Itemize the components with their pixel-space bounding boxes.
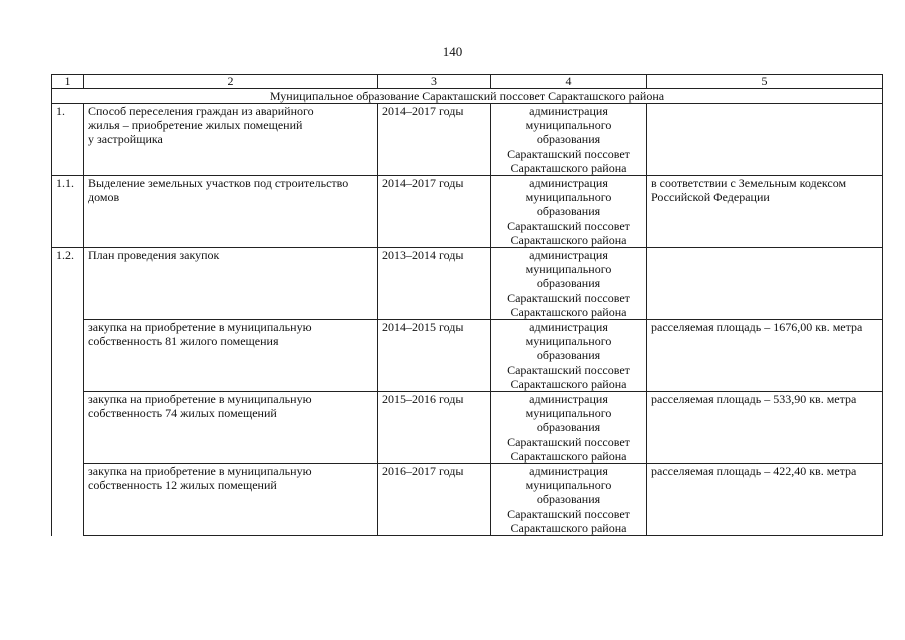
row-period: 2013–2014 годы <box>378 248 491 320</box>
row-note <box>647 104 883 176</box>
column-header-4: 4 <box>491 75 647 89</box>
row-note-text: расселяемая площадь – 533,90 кв. метра <box>651 392 857 407</box>
section-title: Муниципальное образование Саракташский поссовет Саракташского района <box>52 89 883 104</box>
table-row <box>52 176 883 248</box>
column-header-1: 1 <box>52 75 84 89</box>
table-row <box>52 248 883 320</box>
row-description-text: Выделение земельных участков под строительство домов <box>88 176 349 205</box>
row-number: 1.1. <box>52 176 84 248</box>
page-number: 140 <box>442 44 463 59</box>
column-header-3: 3 <box>378 75 491 89</box>
row-description-text: Способ переселения граждан из аварийного жилья – приобретение жилых помещений у застройщика <box>88 104 314 147</box>
row-responsible <box>491 320 647 392</box>
table-row <box>52 392 883 464</box>
row-responsible-text: администрация муниципального образования Саракташский поссовет Саракташского района <box>507 248 630 319</box>
header-row <box>52 75 883 89</box>
row-description <box>84 320 378 392</box>
row-responsible-text: администрация муниципального образования Саракташский поссовет Саракташского района <box>507 320 630 391</box>
table-row <box>52 464 883 536</box>
row-description <box>84 392 378 464</box>
row-responsible-text: администрация муниципального образования Саракташский поссовет Саракташского района <box>507 104 630 175</box>
column-header-5: 5 <box>647 75 883 89</box>
row-note <box>647 320 883 392</box>
row-note-text: расселяемая площадь – 422,40 кв. метра <box>651 464 857 479</box>
row-note-text: в соответствии с Земельным кодексом Российской Федерации <box>651 176 847 205</box>
row-period: 2015–2016 годы <box>378 392 491 464</box>
row-note <box>647 248 883 320</box>
row-description <box>84 248 378 320</box>
row-responsible <box>491 392 647 464</box>
row-note-text: расселяемая площадь – 1676,00 кв. метра <box>651 320 863 335</box>
row-period: 2014–2017 годы <box>378 104 491 176</box>
row-description <box>84 464 378 536</box>
section-row <box>52 89 883 104</box>
row-note <box>647 392 883 464</box>
row-responsible-text: администрация муниципального образования Саракташский поссовет Саракташского района <box>507 392 630 463</box>
row-description <box>84 176 378 248</box>
row-number: 1.2. <box>52 248 84 536</box>
row-description-text: План проведения закупок <box>88 248 220 263</box>
table-row <box>52 320 883 392</box>
document-table <box>51 74 883 536</box>
row-responsible-text: администрация муниципального образования Саракташский поссовет Саракташского района <box>507 464 630 535</box>
row-responsible <box>491 464 647 536</box>
row-period: 2016–2017 годы <box>378 464 491 536</box>
row-description-text: закупка на приобретение в муниципальную собственность 81 жилого помещения <box>88 320 312 349</box>
row-description-text: закупка на приобретение в муниципальную собственность 12 жилых помещений <box>88 464 312 493</box>
row-responsible <box>491 104 647 176</box>
row-responsible-text: администрация муниципального образования Саракташский поссовет Саракташского района <box>507 176 630 247</box>
row-responsible <box>491 248 647 320</box>
table-row <box>52 104 883 176</box>
row-period: 2014–2015 годы <box>378 320 491 392</box>
row-responsible <box>491 176 647 248</box>
row-note <box>647 176 883 248</box>
row-description-text: закупка на приобретение в муниципальную собственность 74 жилых помещений <box>88 392 312 421</box>
row-note <box>647 464 883 536</box>
row-number: 1. <box>52 104 84 176</box>
column-header-2: 2 <box>84 75 378 89</box>
row-description <box>84 104 378 176</box>
row-period: 2014–2017 годы <box>378 176 491 248</box>
